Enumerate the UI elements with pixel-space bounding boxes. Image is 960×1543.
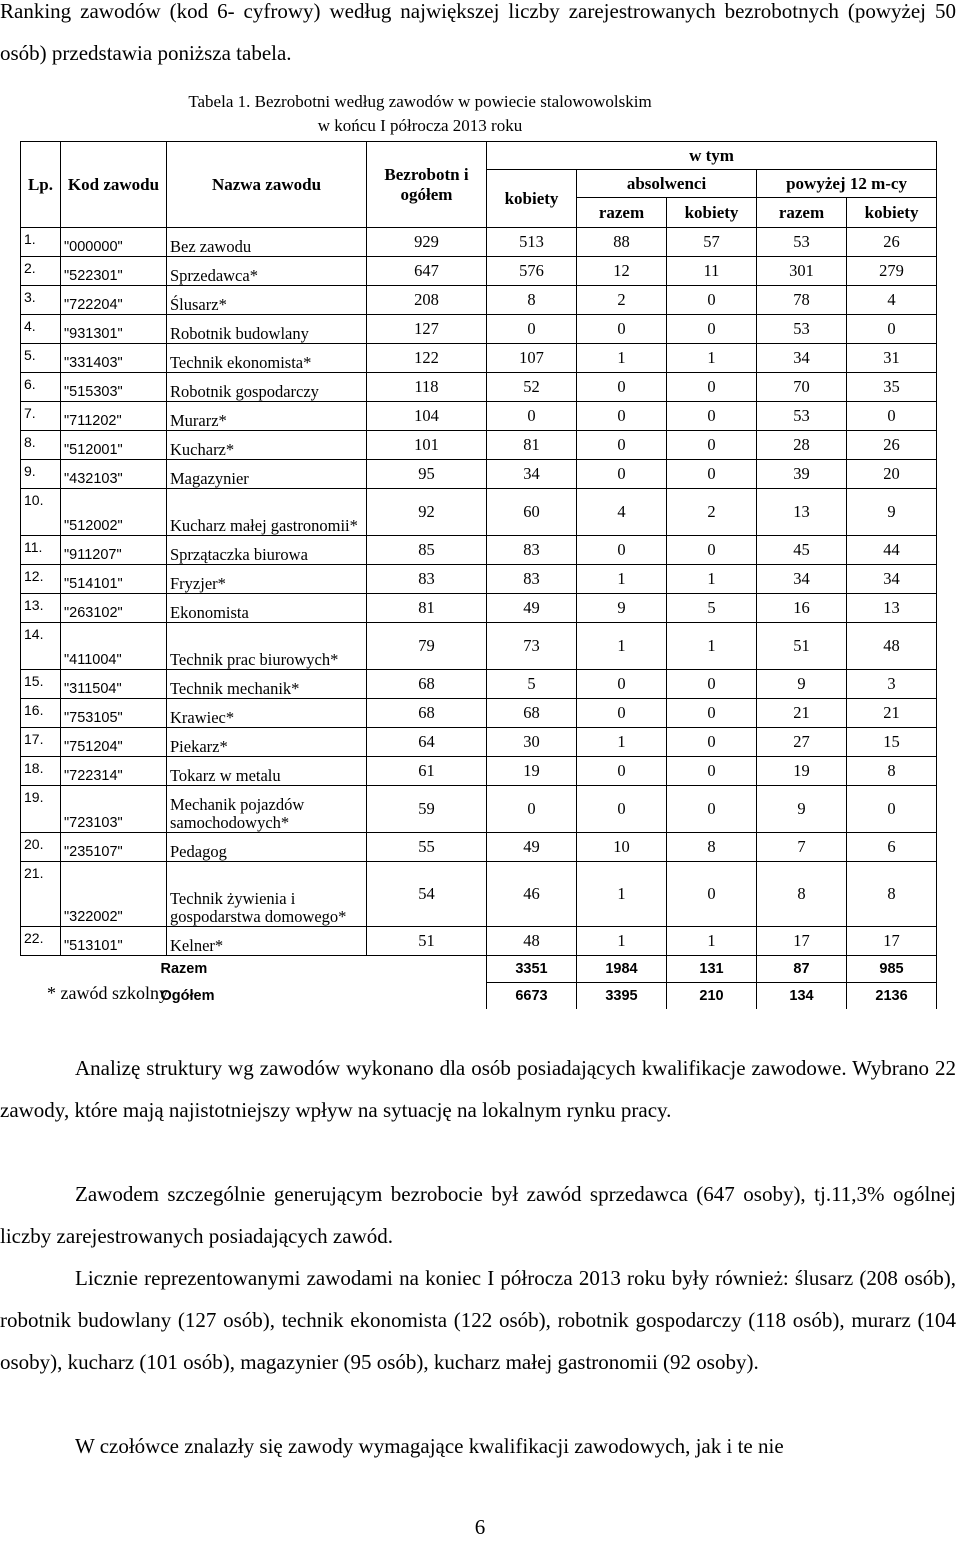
cell-nazwa: Robotnik budowlany — [167, 315, 367, 344]
cell-ogolem: 79 — [367, 623, 487, 670]
cell-ogolem: 118 — [367, 373, 487, 402]
cell-abs-razem: 0 — [577, 315, 667, 344]
cell-pow-razem: 70 — [757, 373, 847, 402]
cell-kod: "711202" — [61, 402, 167, 431]
paragraph-analysis: Analizę struktury wg zawodów wykonano dla osób posiadających kwalifikacje zawodowe. Wybrano 22 zawody, które mają najistotniejszy wpływ na sytuację na lokalnym rynku pracy. — [0, 1056, 956, 1122]
cell-ogolem: 127 — [367, 315, 487, 344]
cell-pow-kobiety: 48 — [847, 623, 937, 670]
cell-abs-kobiety: 0 — [667, 757, 757, 786]
cell-lp: 16. — [21, 699, 61, 728]
cell-kobiety: 81 — [487, 431, 577, 460]
cell-pow-razem: 51 — [757, 623, 847, 670]
cell-kod: "911207" — [61, 536, 167, 565]
cell-kobiety: 576 — [487, 257, 577, 286]
header-lp: Lp. — [21, 142, 61, 228]
cell-kod: "263102" — [61, 594, 167, 623]
cell-kobiety: 49 — [487, 594, 577, 623]
cell-lp: 17. — [21, 728, 61, 757]
cell-lp: 13. — [21, 594, 61, 623]
header-kobiety: kobiety — [487, 170, 577, 228]
cell-ogolem: 81 — [367, 594, 487, 623]
cell-nazwa: Tokarz w metalu — [167, 757, 367, 786]
footnote: * zawód szkolny — [47, 983, 168, 1003]
cell-lp: 2. — [21, 257, 61, 286]
cell-nazwa: Kucharz* — [167, 431, 367, 460]
cell-abs-razem: 4 — [577, 489, 667, 536]
intro-paragraph: Ranking zawodów (kod 6- cyfrowy) według największej liczby zarejestrowanych bezrobotnych (powyżej 50 osób) przedstawia poniższa tabela. — [0, 0, 956, 65]
cell-abs-razem: 1 — [577, 565, 667, 594]
table-caption-line1: Tabela 1. Bezrobotni według zawodów w powiecie stalowowolskim — [188, 92, 652, 111]
cell-abs-kobiety: 5 — [667, 594, 757, 623]
cell-ogolem: 68 — [367, 670, 487, 699]
table-row — [21, 757, 937, 786]
cell-abs-kobiety: 0 — [667, 728, 757, 757]
cell-kobiety: 60 — [487, 489, 577, 536]
cell-kod: "931301" — [61, 315, 167, 344]
cell-nazwa: Technik ekonomista* — [167, 344, 367, 373]
cell-pow-kobiety: 15 — [847, 728, 937, 757]
cell-pow-kobiety: 6 — [847, 833, 937, 862]
summary-razem-kobiety: 1984 — [577, 956, 667, 983]
cell-kobiety: 30 — [487, 728, 577, 757]
cell-ogolem: 95 — [367, 460, 487, 489]
table-row — [21, 315, 937, 344]
cell-lp: 15. — [21, 670, 61, 699]
cell-kobiety: 48 — [487, 927, 577, 956]
cell-lp: 14. — [21, 623, 61, 670]
summary-razem-abs-razem: 131 — [667, 956, 757, 983]
cell-kod: "512002" — [61, 489, 167, 536]
table-row — [21, 344, 937, 373]
cell-pow-razem: 17 — [757, 927, 847, 956]
table-row — [21, 257, 937, 286]
cell-lp: 19. — [21, 786, 61, 833]
table-row — [21, 286, 937, 315]
cell-abs-kobiety: 11 — [667, 257, 757, 286]
cell-abs-razem: 2 — [577, 286, 667, 315]
cell-ogolem: 208 — [367, 286, 487, 315]
cell-pow-razem: 45 — [757, 536, 847, 565]
cell-nazwa: Robotnik gospodarczy — [167, 373, 367, 402]
cell-kod: "514101" — [61, 565, 167, 594]
cell-abs-kobiety: 2 — [667, 489, 757, 536]
cell-kobiety: 83 — [487, 565, 577, 594]
cell-pow-razem: 53 — [757, 402, 847, 431]
cell-kod: "753105" — [61, 699, 167, 728]
cell-nazwa: Ślusarz* — [167, 286, 367, 315]
cell-nazwa: Ekonomista — [167, 594, 367, 623]
cell-nazwa: Kelner* — [167, 927, 367, 956]
cell-lp: 10. — [21, 489, 61, 536]
cell-nazwa: Technik prac biurowych* — [167, 623, 367, 670]
cell-abs-razem: 88 — [577, 228, 667, 257]
unemployment-by-occupation-table — [20, 141, 937, 1009]
cell-kobiety: 73 — [487, 623, 577, 670]
cell-lp: 3. — [21, 286, 61, 315]
table-body — [21, 228, 937, 1010]
cell-pow-razem: 9 — [757, 670, 847, 699]
cell-ogolem: 51 — [367, 927, 487, 956]
cell-kobiety: 5 — [487, 670, 577, 699]
cell-nazwa: Technik żywienia i gospodarstwa domowego* — [167, 862, 367, 927]
cell-pow-razem: 34 — [757, 344, 847, 373]
cell-lp: 7. — [21, 402, 61, 431]
cell-pow-razem: 39 — [757, 460, 847, 489]
cell-pow-kobiety: 13 — [847, 594, 937, 623]
cell-pow-razem: 28 — [757, 431, 847, 460]
cell-pow-kobiety: 8 — [847, 862, 937, 927]
cell-abs-razem: 0 — [577, 460, 667, 489]
cell-pow-kobiety: 0 — [847, 402, 937, 431]
cell-pow-razem: 19 — [757, 757, 847, 786]
cell-kobiety: 46 — [487, 862, 577, 927]
cell-nazwa: Magazynier — [167, 460, 367, 489]
table-row — [21, 862, 937, 927]
header-nazwa: Nazwa zawodu — [167, 142, 367, 228]
cell-pow-kobiety: 4 — [847, 286, 937, 315]
cell-kod: "722204" — [61, 286, 167, 315]
cell-abs-kobiety: 0 — [667, 431, 757, 460]
paragraph-leading-occupations: W czołówce znalazły się zawody wymagające kwalifikacji zawodowych, jak i te nie — [75, 1434, 784, 1458]
table-row — [21, 927, 937, 956]
cell-pow-kobiety: 21 — [847, 699, 937, 728]
header-absolwenci: absolwenci — [577, 170, 757, 198]
cell-kobiety: 52 — [487, 373, 577, 402]
cell-nazwa: Piekarz* — [167, 728, 367, 757]
cell-kobiety: 0 — [487, 786, 577, 833]
cell-abs-razem: 0 — [577, 536, 667, 565]
summary-ogolem-abs-kobiety: 134 — [757, 983, 847, 1010]
cell-abs-kobiety: 0 — [667, 460, 757, 489]
summary-row-razem — [21, 956, 937, 983]
cell-pow-kobiety: 31 — [847, 344, 937, 373]
cell-lp: 20. — [21, 833, 61, 862]
summary-label-ogolem: Ogółem — [160, 987, 215, 1004]
cell-ogolem: 59 — [367, 786, 487, 833]
cell-abs-razem: 1 — [577, 927, 667, 956]
cell-abs-kobiety: 0 — [667, 862, 757, 927]
cell-kod: "722314" — [61, 757, 167, 786]
header-pow-razem: razem — [757, 198, 847, 228]
cell-ogolem: 83 — [367, 565, 487, 594]
cell-abs-razem: 1 — [577, 862, 667, 927]
cell-lp: 18. — [21, 757, 61, 786]
cell-nazwa: Kucharz małej gastronomii* — [167, 489, 367, 536]
table-row — [21, 699, 937, 728]
cell-kod: "311504" — [61, 670, 167, 699]
cell-pow-kobiety: 26 — [847, 228, 937, 257]
cell-kod: "751204" — [61, 728, 167, 757]
header-pow-kobiety: kobiety — [847, 198, 937, 228]
cell-pow-kobiety: 0 — [847, 315, 937, 344]
cell-pow-razem: 8 — [757, 862, 847, 927]
cell-ogolem: 85 — [367, 536, 487, 565]
table-caption-line2: w końcu I półrocza 2013 roku — [317, 116, 523, 135]
cell-pow-razem: 16 — [757, 594, 847, 623]
cell-abs-razem: 0 — [577, 670, 667, 699]
cell-kobiety: 107 — [487, 344, 577, 373]
table-row — [21, 623, 937, 670]
summary-razem-pow-razem: 985 — [847, 956, 937, 983]
header-w-tym: w tym — [487, 142, 937, 170]
cell-kod: "522301" — [61, 257, 167, 286]
cell-nazwa: Bez zawodu — [167, 228, 367, 257]
table-row — [21, 565, 937, 594]
cell-kod: "513101" — [61, 927, 167, 956]
table-row — [21, 402, 937, 431]
cell-ogolem: 68 — [367, 699, 487, 728]
cell-abs-razem: 0 — [577, 402, 667, 431]
cell-kobiety: 83 — [487, 536, 577, 565]
cell-abs-kobiety: 0 — [667, 536, 757, 565]
cell-ogolem: 55 — [367, 833, 487, 862]
cell-abs-razem: 0 — [577, 699, 667, 728]
cell-abs-razem: 10 — [577, 833, 667, 862]
cell-pow-kobiety: 20 — [847, 460, 937, 489]
summary-label-razem: Razem — [160, 961, 208, 978]
cell-abs-razem: 9 — [577, 594, 667, 623]
header-bezrobotni: Bezrobotn i ogółem — [367, 142, 487, 228]
cell-kobiety: 8 — [487, 286, 577, 315]
cell-abs-kobiety: 1 — [667, 344, 757, 373]
cell-abs-razem: 1 — [577, 623, 667, 670]
cell-pow-kobiety: 35 — [847, 373, 937, 402]
cell-kod: "000000" — [61, 228, 167, 257]
cell-pow-razem: 78 — [757, 286, 847, 315]
cell-pow-kobiety: 17 — [847, 927, 937, 956]
cell-kobiety: 19 — [487, 757, 577, 786]
cell-kobiety: 49 — [487, 833, 577, 862]
cell-lp: 1. — [21, 228, 61, 257]
cell-kobiety: 513 — [487, 228, 577, 257]
cell-abs-kobiety: 0 — [667, 670, 757, 699]
header-abs-kobiety: kobiety — [667, 198, 757, 228]
cell-kod: "515303" — [61, 373, 167, 402]
cell-pow-razem: 53 — [757, 315, 847, 344]
cell-abs-kobiety: 8 — [667, 833, 757, 862]
cell-kobiety: 0 — [487, 315, 577, 344]
summary-razem-abs-kobiety: 87 — [757, 956, 847, 983]
cell-abs-kobiety: 0 — [667, 699, 757, 728]
cell-pow-razem: 9 — [757, 786, 847, 833]
cell-ogolem: 54 — [367, 862, 487, 927]
cell-abs-kobiety: 0 — [667, 786, 757, 833]
table-row — [21, 728, 937, 757]
summary-ogolem-ogolem: 6673 — [487, 983, 577, 1010]
cell-lp: 9. — [21, 460, 61, 489]
cell-ogolem: 122 — [367, 344, 487, 373]
header-abs-razem: razem — [577, 198, 667, 228]
cell-lp: 8. — [21, 431, 61, 460]
cell-nazwa: Fryzjer* — [167, 565, 367, 594]
cell-pow-kobiety: 0 — [847, 786, 937, 833]
cell-lp: 11. — [21, 536, 61, 565]
cell-lp: 21. — [21, 862, 61, 927]
cell-pow-kobiety: 9 — [847, 489, 937, 536]
cell-abs-razem: 0 — [577, 431, 667, 460]
cell-lp: 12. — [21, 565, 61, 594]
cell-kod: "432103" — [61, 460, 167, 489]
cell-ogolem: 61 — [367, 757, 487, 786]
cell-lp: 6. — [21, 373, 61, 402]
cell-nazwa: Mechanik pojazdów samochodowych* — [167, 786, 367, 833]
table-row — [21, 536, 937, 565]
cell-abs-razem: 1 — [577, 728, 667, 757]
summary-ogolem-kobiety: 3395 — [577, 983, 667, 1010]
cell-kod: "723103" — [61, 786, 167, 833]
cell-lp: 4. — [21, 315, 61, 344]
cell-kobiety: 0 — [487, 402, 577, 431]
cell-abs-razem: 1 — [577, 344, 667, 373]
cell-kod: "322002" — [61, 862, 167, 927]
table-row — [21, 489, 937, 536]
cell-kobiety: 34 — [487, 460, 577, 489]
summary-ogolem-abs-razem: 210 — [667, 983, 757, 1010]
cell-ogolem: 104 — [367, 402, 487, 431]
table-row — [21, 594, 937, 623]
cell-nazwa: Krawiec* — [167, 699, 367, 728]
cell-abs-kobiety: 57 — [667, 228, 757, 257]
cell-pow-razem: 21 — [757, 699, 847, 728]
cell-kod: "331403" — [61, 344, 167, 373]
table-row — [21, 228, 937, 257]
cell-lp: 22. — [21, 927, 61, 956]
cell-lp: 5. — [21, 344, 61, 373]
cell-nazwa: Sprzedawca* — [167, 257, 367, 286]
cell-abs-kobiety: 0 — [667, 315, 757, 344]
header-kod: Kod zawodu — [61, 142, 167, 228]
cell-abs-razem: 0 — [577, 757, 667, 786]
page-number: 6 — [474, 1515, 486, 1539]
cell-pow-razem: 34 — [757, 565, 847, 594]
cell-abs-kobiety: 0 — [667, 373, 757, 402]
cell-abs-kobiety: 0 — [667, 286, 757, 315]
summary-ogolem-pow-razem: 2136 — [847, 983, 937, 1010]
cell-abs-razem: 0 — [577, 786, 667, 833]
cell-kobiety: 68 — [487, 699, 577, 728]
cell-ogolem: 929 — [367, 228, 487, 257]
cell-nazwa: Technik mechanik* — [167, 670, 367, 699]
cell-pow-razem: 13 — [757, 489, 847, 536]
cell-nazwa: Murarz* — [167, 402, 367, 431]
summary-razem-ogolem: 3351 — [487, 956, 577, 983]
cell-kod: "235107" — [61, 833, 167, 862]
cell-pow-kobiety: 8 — [847, 757, 937, 786]
table-row — [21, 431, 937, 460]
table-row — [21, 786, 937, 833]
cell-ogolem: 101 — [367, 431, 487, 460]
table-row — [21, 670, 937, 699]
cell-pow-kobiety: 3 — [847, 670, 937, 699]
cell-pow-kobiety: 34 — [847, 565, 937, 594]
table-row — [21, 460, 937, 489]
cell-abs-razem: 0 — [577, 373, 667, 402]
cell-pow-razem: 53 — [757, 228, 847, 257]
cell-pow-razem: 27 — [757, 728, 847, 757]
table-row — [21, 373, 937, 402]
cell-ogolem: 647 — [367, 257, 487, 286]
cell-pow-razem: 301 — [757, 257, 847, 286]
header-powyzej-12: powyżej 12 m-cy — [757, 170, 937, 198]
cell-nazwa: Pedagog — [167, 833, 367, 862]
cell-pow-razem: 7 — [757, 833, 847, 862]
cell-abs-kobiety: 0 — [667, 402, 757, 431]
cell-ogolem: 92 — [367, 489, 487, 536]
cell-nazwa: Sprzątaczka biurowa — [167, 536, 367, 565]
cell-abs-kobiety: 1 — [667, 565, 757, 594]
cell-pow-kobiety: 26 — [847, 431, 937, 460]
cell-pow-kobiety: 279 — [847, 257, 937, 286]
cell-abs-razem: 12 — [577, 257, 667, 286]
table-row — [21, 833, 937, 862]
cell-ogolem: 64 — [367, 728, 487, 757]
paragraph-other-occupations: Licznie reprezentowanymi zawodami na koniec I półrocza 2013 roku były również: ślusarz (208 osób), robotnik budowlany (127 osób), technik ekonomista (122 osób), robotnik gospodarczy (118 osób), murarz (104 osoby), kucharz (101 osób), magazynier (95 osób), kucharz małej gastronomii (92 osoby). — [0, 1266, 956, 1374]
cell-kod: "512001" — [61, 431, 167, 460]
cell-abs-kobiety: 1 — [667, 623, 757, 670]
cell-pow-kobiety: 44 — [847, 536, 937, 565]
paragraph-sprzedawca: Zawodem szczególnie generującym bezrobocie był zawód sprzedawca (647 osoby), tj.11,3% ogólnej liczby zarejestrowanych posiadających zawód. — [0, 1182, 956, 1248]
cell-kod: "411004" — [61, 623, 167, 670]
cell-abs-kobiety: 1 — [667, 927, 757, 956]
